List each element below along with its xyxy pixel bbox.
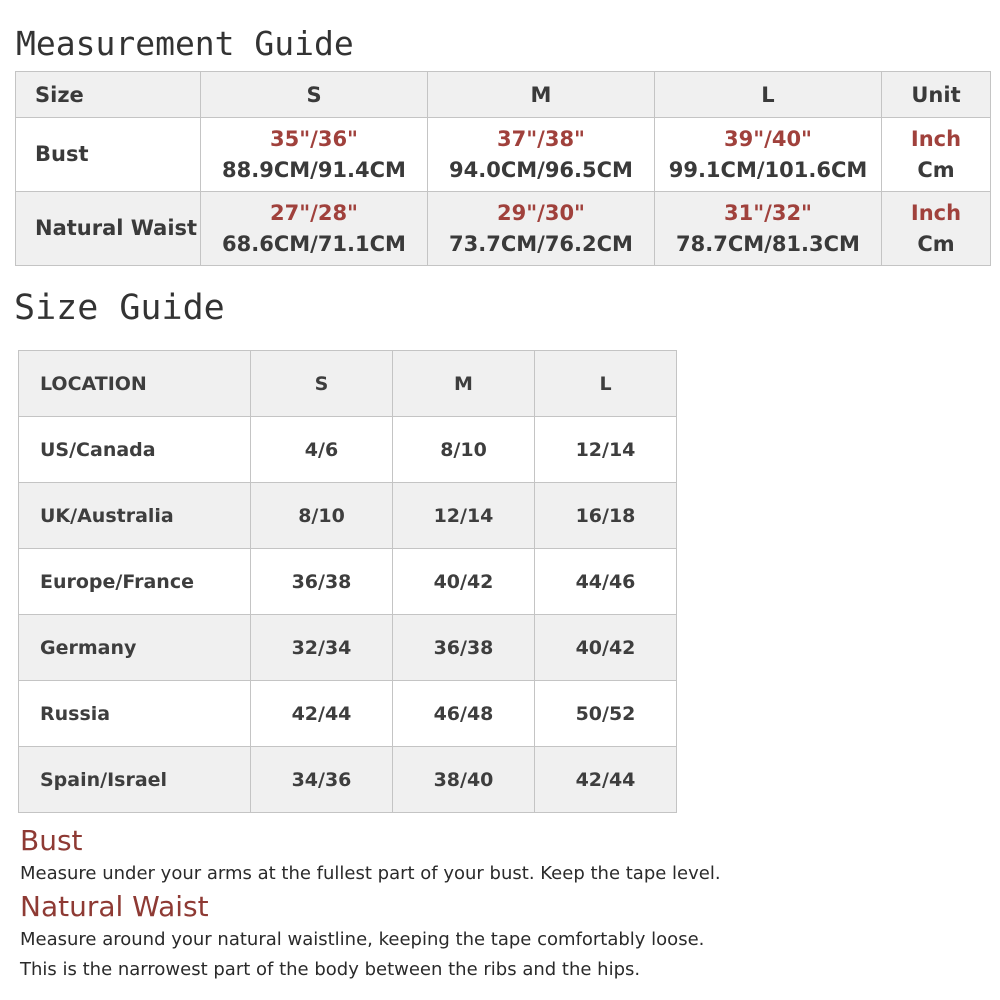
note-text-waist-line-2: This is the narrowest part of the body between the ribs and the hips. (20, 959, 641, 980)
size-m-cell: 8/10 (393, 417, 535, 483)
location-cell: Russia (19, 681, 251, 747)
size-s-cell: 4/6 (251, 417, 393, 483)
bust-l-cell (655, 118, 882, 192)
table-row (19, 747, 677, 813)
size-l-cell: 50/52 (535, 681, 677, 747)
table-row-bust (16, 118, 991, 192)
bust-unit-cell (882, 118, 991, 192)
bust-m-cell (428, 118, 655, 192)
size-l-cell: 42/44 (535, 747, 677, 813)
cm-value: 73.7CM/76.2CM (449, 231, 633, 256)
waist-m-cell (428, 192, 655, 266)
waist-unit-cell (882, 192, 991, 266)
cm-value: 68.6CM/71.1CM (222, 231, 406, 256)
size-m-cell: 38/40 (393, 747, 535, 813)
header-m: M (428, 72, 655, 118)
unit-inch: Inch (910, 126, 962, 151)
size-l-cell: 16/18 (535, 483, 677, 549)
header-m: M (393, 351, 535, 417)
measurement-table-header (16, 72, 991, 118)
size-m-cell: 40/42 (393, 549, 535, 615)
row-label: Natural Waist (16, 192, 201, 266)
cm-value: 88.9CM/91.4CM (222, 157, 406, 182)
location-cell: Europe/France (19, 549, 251, 615)
inch-value: 27"/28" (270, 200, 358, 225)
row-label: Bust (16, 118, 201, 192)
header-s: S (201, 72, 428, 118)
measurement-notes (20, 823, 980, 985)
note-title-bust: Bust (20, 824, 83, 857)
size-l-cell: 40/42 (535, 615, 677, 681)
note-title-natural-waist: Natural Waist (20, 890, 209, 923)
table-row-natural-waist (16, 192, 991, 266)
inch-value: 31"/32" (724, 200, 812, 225)
inch-value: 35"/36" (270, 126, 358, 151)
size-m-cell: 46/48 (393, 681, 535, 747)
location-cell: US/Canada (19, 417, 251, 483)
header-size: Size (16, 72, 201, 118)
cm-value: 94.0CM/96.5CM (449, 157, 633, 182)
bust-s-cell (201, 118, 428, 192)
size-s-cell: 34/36 (251, 747, 393, 813)
header-location: LOCATION (19, 351, 251, 417)
size-s-cell: 32/34 (251, 615, 393, 681)
size-l-cell: 12/14 (535, 417, 677, 483)
size-s-cell: 42/44 (251, 681, 393, 747)
inch-value: 29"/30" (497, 200, 585, 225)
header-l: L (535, 351, 677, 417)
size-s-cell: 36/38 (251, 549, 393, 615)
table-row (19, 417, 677, 483)
inch-value: 37"/38" (497, 126, 585, 151)
size-guide-title: Size Guide (14, 288, 225, 328)
table-row (19, 549, 677, 615)
header-s: S (251, 351, 393, 417)
size-guide-header (19, 351, 677, 417)
measurement-guide-title: Measurement Guide (16, 24, 354, 63)
cm-value: 78.7CM/81.3CM (676, 231, 860, 256)
unit-cm: Cm (917, 231, 955, 256)
location-cell: Germany (19, 615, 251, 681)
note-text-waist-line-1: Measure around your natural waistline, keeping the tape comfortably loose. (20, 929, 705, 950)
size-m-cell: 36/38 (393, 615, 535, 681)
table-row (19, 615, 677, 681)
size-s-cell: 8/10 (251, 483, 393, 549)
waist-s-cell (201, 192, 428, 266)
inch-value: 39"/40" (724, 126, 812, 151)
unit-inch: Inch (910, 200, 962, 225)
size-m-cell: 12/14 (393, 483, 535, 549)
table-row (19, 483, 677, 549)
size-l-cell: 44/46 (535, 549, 677, 615)
header-unit: Unit (882, 72, 991, 118)
size-guide-table (18, 350, 677, 813)
header-l: L (655, 72, 882, 118)
waist-l-cell (655, 192, 882, 266)
table-row (19, 681, 677, 747)
unit-cm: Cm (917, 157, 955, 182)
note-text-bust: Measure under your arms at the fullest part of your bust. Keep the tape level. (20, 863, 721, 884)
location-cell: UK/Australia (19, 483, 251, 549)
cm-value: 99.1CM/101.6CM (668, 157, 868, 182)
location-cell: Spain/Israel (19, 747, 251, 813)
measurement-table (15, 71, 991, 266)
